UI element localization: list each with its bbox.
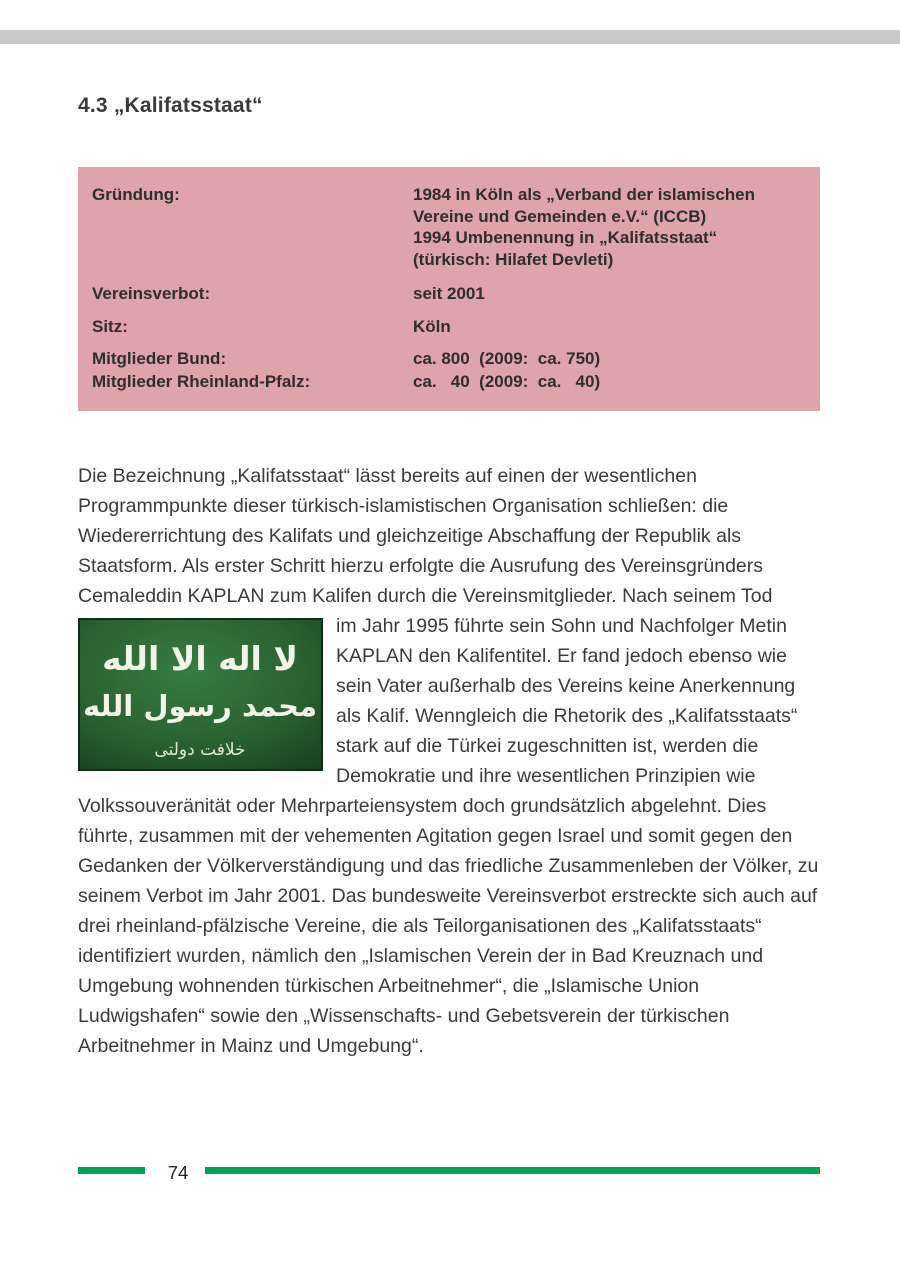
fact-row-sitz (92, 316, 806, 338)
arabic-calligraphy-shahada-line2: محمد رسول الله (82, 689, 318, 723)
paragraph-part-1: Die Bezeichnung „Kalifatsstaat“ lässt bereits auf einen der wesentlichen Programmpunkte dieser türkisch-islamistischen Organisation schließen: die Wiedererrichtung des Kalifats und gleichzeitige Abschaffung der Republik als Staatsform. Als erster Schritt hierzu erfolgte die Ausrufung des Vereinsgründers Cemaleddin KAPLAN zum Kalifen durch die Vereinsmitglieder. Nach seinem Tod (78, 465, 773, 607)
fact-label: Gründung: (92, 185, 180, 204)
fact-value (413, 348, 806, 370)
footer-accent-bar-left (78, 1167, 145, 1174)
flag-caption-hilafet-devleti: خلافت دولتى (154, 740, 246, 760)
fact-value (413, 316, 806, 338)
fact-value (413, 371, 806, 393)
arabic-calligraphy-shahada-line1: لا اله الا الله (102, 639, 298, 678)
fact-value (413, 184, 806, 270)
fact-label: Mitglieder Bund: (92, 349, 227, 368)
fact-label: Vereinsverbot: (92, 284, 211, 303)
footer-accent-bar-right (205, 1167, 820, 1174)
fact-value-line: Vereine und Gemeinden e.V.“ (ICCB) (413, 206, 707, 226)
fact-label: Mitglieder Rheinland-Pfalz: (92, 371, 311, 391)
fact-value-line: 1984 in Köln als „Verband der islamischen (413, 185, 756, 204)
fact-row-mitglieder-bund (92, 348, 806, 370)
body-text (78, 461, 820, 1061)
fact-label: Sitz: (92, 316, 128, 336)
paragraph-part-2 (78, 611, 820, 1061)
fact-value-line: ca. 800 (2009: ca. 750) (413, 349, 601, 368)
paragraph-part-2-text: im Jahr 1995 führte sein Sohn und Nachfolger Metin KAPLAN den Kalifentitel. Er fand jedoch ebenso wie sein Vater außerhalb des Vereins keine Anerkennung als Kalif. Wenngleich die Rhetorik des „Kalifatsstaats“ stark auf die Türkei zugeschnitten ist, werden die Demokratie und ihre wesentlichen Prinzipien wie Volkssouveränität oder Mehrparteiensystem doch grundsätzlich abgelehnt. Dies führte, zusammen mit der vehementen Agitation gegen Israel und somit gegen den Gedanken der Völkerverständigung und das friedliche Zusammenleben der Völker, zu seinem Verbot im Jahr 2001. Das bundesweite Vereinsverbot erstreckte sich auch auf drei rheinland-pfälzische Vereine, die als Teilorganisationen des „Kalifatsstaats“ identifiziert wurden, nämlich den „Islamischen Verein der in Bad Kreuznach und Umgebung wohnenden türkischen Arbeitnehmer“, die „Islamische Union Ludwigshafen“ sowie den „Wissenschafts- und Gebetsverein der türkischen Arbeitnehmer in Mainz und Umgebung“. (78, 615, 819, 1057)
fact-value-line: 1994 Umbenennung in „Kalifatsstaat“ (413, 228, 718, 247)
fact-row-mitglieder-rlp (92, 371, 806, 393)
fact-box (78, 167, 820, 411)
section-heading: 4.3 „Kalifatsstaat“ (78, 94, 263, 117)
fact-value-line: (türkisch: Hilafet Devleti) (413, 249, 614, 269)
page-number: 74 (167, 1162, 189, 1183)
fact-value-line: ca. 40 (2009: ca. 40) (413, 371, 601, 391)
kalifatsstaat-flag-image (78, 618, 323, 771)
fact-value-line: Köln (413, 316, 451, 336)
fact-row-gruendung (92, 184, 806, 270)
top-divider-bar (0, 30, 900, 44)
fact-value (413, 283, 806, 305)
fact-row-vereinsverbot (92, 283, 806, 305)
fact-value-line: seit 2001 (413, 284, 485, 303)
